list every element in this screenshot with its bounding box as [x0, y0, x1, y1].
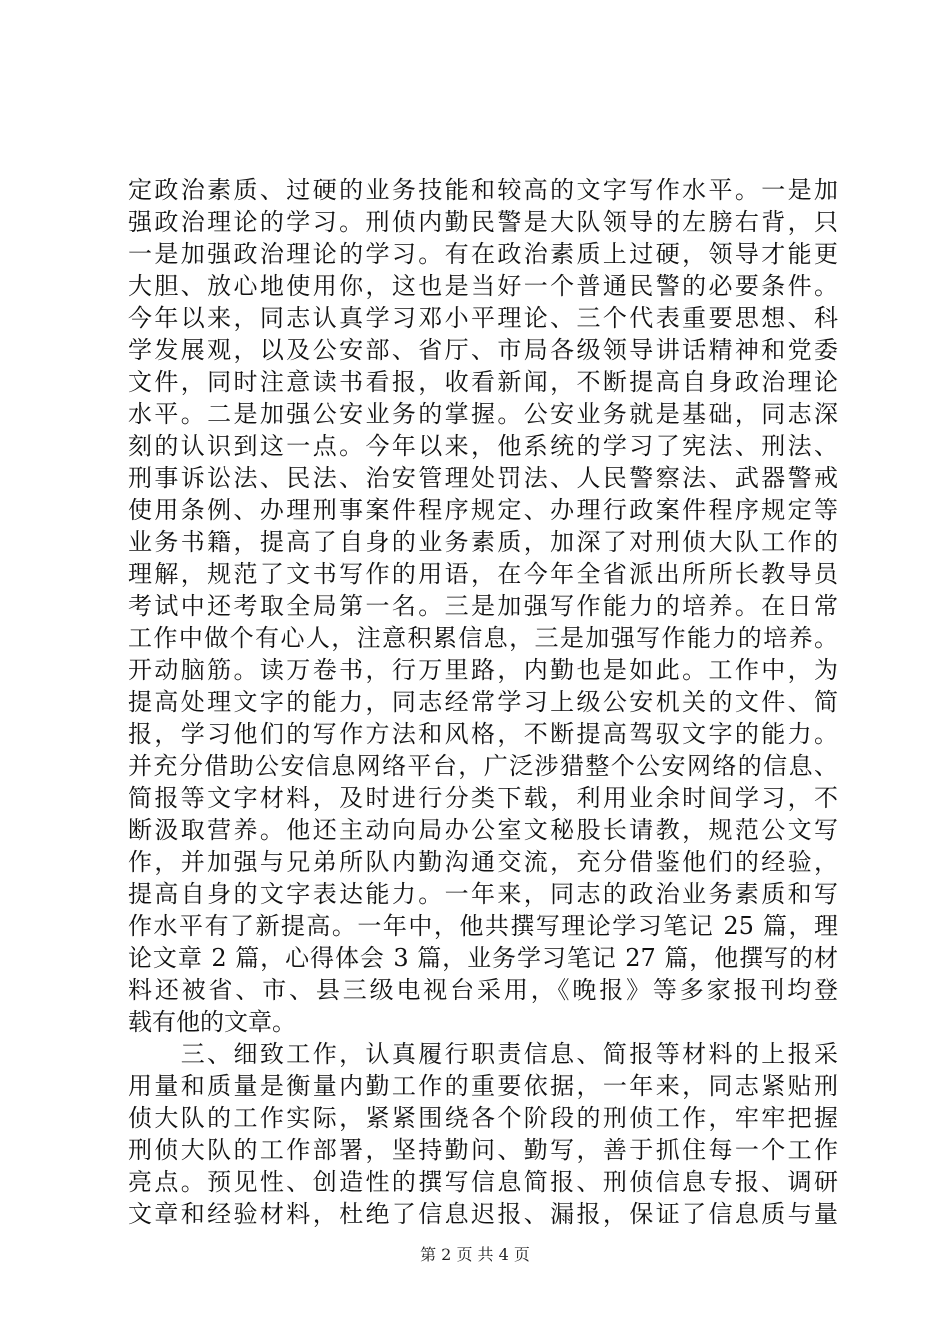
text-line: 提高处理文字的能力，同志经常学习上级公安机关的文件、简	[128, 688, 838, 716]
text-line: 使用条例、办理刑事案件程序规定、办理行政案件程序规定等	[128, 496, 838, 524]
text-line: 文章和经验材料，杜绝了信息迟报、漏报，保证了信息质与量	[128, 1200, 838, 1228]
text-line: 刻的认识到这一点。今年以来，他系统的学习了宪法、刑法、	[128, 432, 838, 460]
text-line: 考试中还考取全局第一名。三是加强写作能力的培养。在日常	[128, 592, 838, 620]
text-line: 一是加强政治理论的学习。有在政治素质上过硬，领导才能更	[128, 240, 838, 268]
text-line: 水平。二是加强公安业务的掌握。公安业务就是基础，同志深	[128, 400, 838, 428]
text-line: 大胆、放心地使用你，这也是当好一个普通民警的必要条件。	[128, 272, 838, 300]
text-line: 刑事诉讼法、民法、治安管理处罚法、人民警察法、武器警戒	[128, 464, 838, 492]
text-line: 报，学习他们的写作方法和风格，不断提高驾驭文字的能力。	[128, 720, 838, 748]
body-text	[128, 174, 838, 1230]
text-line: 工作中做个有心人，注意积累信息，三是加强写作能力的培养。	[128, 624, 838, 652]
text-line: 学发展观，以及公安部、省厅、市局各级领导讲话精神和党委	[128, 336, 838, 364]
text-line: 定政治素质、过硬的业务技能和较高的文字写作水平。一是加	[128, 176, 838, 204]
text-line: 亮点。预见性、创造性的撰写信息简报、刑侦信息专报、调研	[128, 1168, 838, 1196]
text-line: 理解，规范了文书写作的用语，在今年全省派出所所长教导员	[128, 560, 838, 588]
text-line: 断汲取营养。他还主动向局办公室文秘股长请教，规范公文写	[128, 816, 838, 844]
text-line: 并充分借助公安信息网络平台，广泛涉猎整个公安网络的信息、	[128, 752, 838, 780]
text-line: 强政治理论的学习。刑侦内勤民警是大队领导的左膀右背，只	[128, 208, 838, 236]
text-line: 作水平有了新提高。一年中，他共撰写理论学习笔记 25 篇，理	[128, 912, 838, 940]
text-line: 提高自身的文字表达能力。一年来，同志的政治业务素质和写	[128, 880, 838, 908]
page-footer: 第 2 页 共 4 页	[420, 1245, 530, 1264]
text-line: 文件，同时注意读书看报，收看新闻，不断提高自身政治理论	[128, 368, 838, 396]
text-line: 论文章 2 篇，心得体会 3 篇，业务学习笔记 27 篇，他撰写的材	[128, 944, 838, 972]
text-line: 作，并加强与兄弟所队内勤沟通交流，充分借鉴他们的经验，	[128, 848, 838, 876]
text-line: 料还被省、市、县三级电视台采用，《晚报》等多家报刊均登	[128, 976, 838, 1004]
text-line: 今年以来，同志认真学习邓小平理论、三个代表重要思想、科	[128, 304, 838, 332]
text-line: 用量和质量是衡量内勤工作的重要依据，一年来，同志紧贴刑	[128, 1072, 838, 1100]
text-line: 业务书籍，提高了自身的业务素质，加深了对刑侦大队工作的	[128, 528, 838, 556]
text-line: 三、细致工作，认真履行职责信息、简报等材料的上报采	[128, 1040, 838, 1068]
text-line: 侦大队的工作实际，紧紧围绕各个阶段的刑侦工作，牢牢把握	[128, 1104, 838, 1132]
text-line: 开动脑筋。读万卷书，行万里路，内勤也是如此。工作中，为	[128, 656, 838, 684]
text-line: 刑侦大队的工作部署，坚持勤问、勤写，善于抓住每一个工作	[128, 1136, 838, 1164]
text-line: 简报等文字材料，及时进行分类下载，利用业余时间学习，不	[128, 784, 838, 812]
text-line: 载有他的文章。	[128, 1008, 296, 1036]
